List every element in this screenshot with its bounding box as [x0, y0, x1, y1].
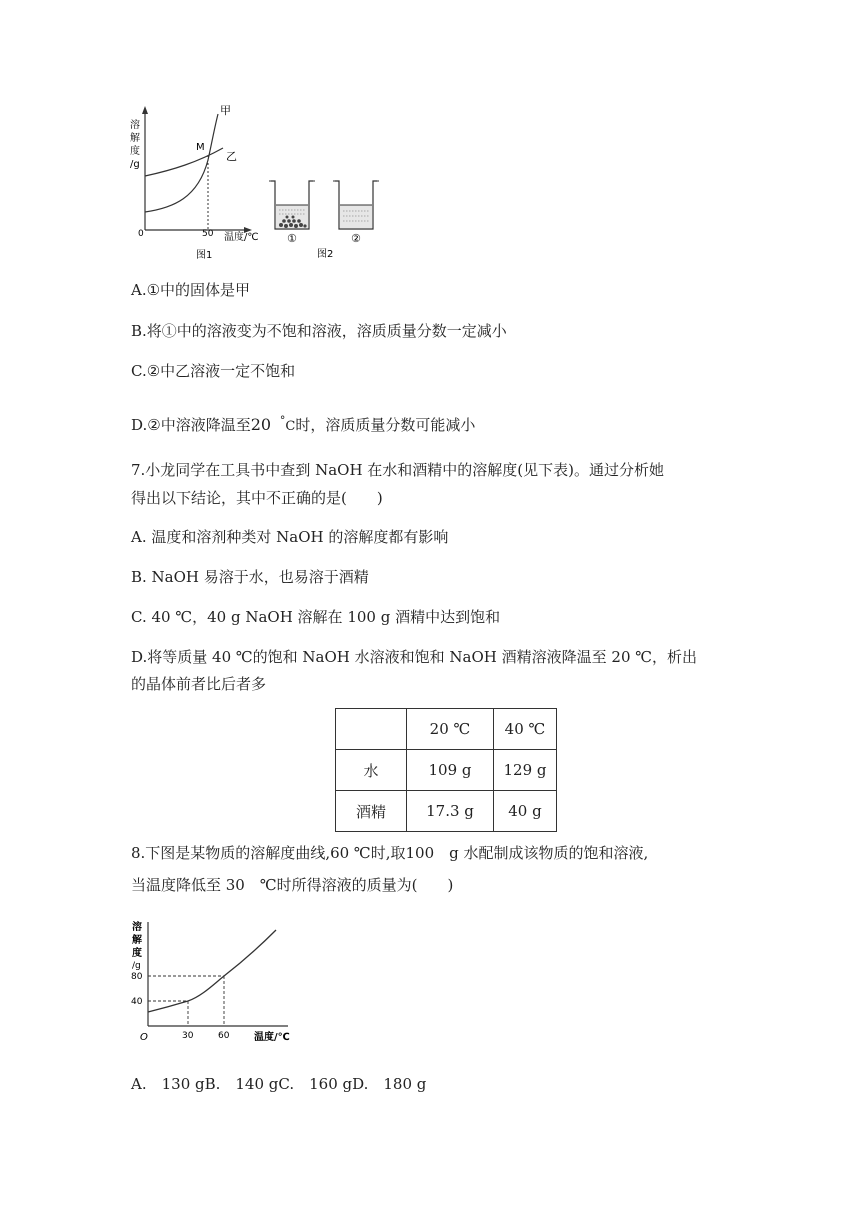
fig1-y-label-3: 度 [130, 146, 140, 157]
table-cell: 40 g [494, 791, 557, 832]
fig1-y-label-4: /g [130, 159, 140, 170]
fig3-x-tick-60: 60 [218, 1031, 230, 1041]
fig3-x-label: 温度/℃ [254, 1032, 290, 1043]
fig1-label-yi: 乙 [226, 150, 237, 163]
fig2-caption: 图2 [317, 249, 334, 260]
q7-option-d-line-1: D.将等质量 40 ℃的饱和 NaOH 水溶液和饱和 NaOH 酒精溶液降温至 20 ℃，析出 [131, 648, 698, 666]
curve-jia [145, 114, 218, 212]
fig1-x-label: 温度/℃ [224, 232, 259, 243]
fig3-y-label-2: 解 [132, 935, 142, 946]
q8-stem-line-2: 当温度降低至 30 ℃时所得溶液的质量为( ) [131, 876, 454, 894]
fig3-y-label-4: /g [132, 961, 141, 971]
q8-stem-line-1: 8.下图是某物质的溶解度曲线,60 ℃时,取100 g 水配制成该物质的饱和溶液, [131, 844, 649, 862]
q7-stem-line-2: 得出以下结论，其中不正确的是( ) [131, 489, 383, 507]
fig3-y-tick-40: 40 [131, 997, 143, 1007]
fig3-x-tick-30: 30 [182, 1031, 194, 1041]
fig3-y-label-3: 度 [132, 948, 142, 959]
beaker-1-label: ① [287, 232, 297, 245]
q6-d-prefix: D.②中溶液降温至 [131, 416, 251, 434]
table-cell: 109 g [407, 750, 494, 791]
q7-option-b: B. NaOH 易溶于水，也易溶于酒精 [131, 568, 369, 586]
q6-option-c: C.②中乙溶液一定不饱和 [131, 362, 296, 380]
fig1-x-tick: 50 [202, 229, 214, 239]
fig3-y-label-1: 溶 [132, 922, 142, 933]
q7-option-a: A. 温度和溶剂种类对 NaOH 的溶解度都有影响 [131, 528, 449, 546]
q6-d-number: 20 [250, 415, 272, 434]
fig1-y-label-1: 溶 [130, 120, 140, 131]
table-row [336, 750, 557, 791]
naoh-solubility-table [335, 708, 557, 832]
fig3-y-tick-80: 80 [131, 972, 143, 982]
q7-option-d-line-2: 的晶体前者比后者多 [131, 675, 267, 693]
solubility-curve [148, 930, 276, 1012]
table-cell: 40 ℃ [494, 709, 557, 750]
figure-1-solubility-chart [128, 100, 278, 265]
fig1-y-label-2: 解 [130, 133, 140, 144]
table-row [336, 791, 557, 832]
figure-3-solubility-chart [128, 912, 308, 1052]
table-cell: 17.3 g [407, 791, 494, 832]
fig1-caption: 图1 [196, 250, 213, 261]
fig1-label-jia: 甲 [220, 104, 231, 117]
curve-yi [145, 148, 223, 176]
q6-d-degree: ° [279, 414, 286, 427]
table-cell: 水 [336, 750, 407, 791]
fig1-point-m: M [196, 142, 205, 153]
q8-options: A. 130 gB. 140 gC. 160 gD. 180 g [131, 1075, 427, 1093]
q7-option-c: C. 40 ℃，40 g NaOH 溶解在 100 g 酒精中达到饱和 [131, 608, 501, 626]
q6-d-suffix: 时，溶质质量分数可能减小 [295, 416, 476, 434]
table-cell: 酒精 [336, 791, 407, 832]
table-header-row [336, 709, 557, 750]
q6-option-b: B.将①中的溶液变为不饱和溶液，溶质质量分数一定减小 [131, 322, 507, 340]
beaker-2-label: ② [351, 232, 361, 245]
table-cell: 20 ℃ [407, 709, 494, 750]
figure-2-beakers [265, 175, 385, 265]
q6-option-a: A.①中的固体是甲 [131, 281, 251, 299]
table-cell: 129 g [494, 750, 557, 791]
beaker-1 [269, 181, 315, 229]
table-cell [336, 709, 407, 750]
fig3-origin: O [140, 1032, 148, 1043]
q7-stem-line-1: 7.小龙同学在工具书中查到 NaOH 在水和酒精中的溶解度(见下表)。通过分析她 [131, 461, 665, 479]
beaker-2 [333, 181, 379, 229]
q6-option-d [131, 410, 475, 438]
fig1-origin: 0 [138, 229, 144, 239]
q6-d-unit: C [285, 419, 296, 434]
